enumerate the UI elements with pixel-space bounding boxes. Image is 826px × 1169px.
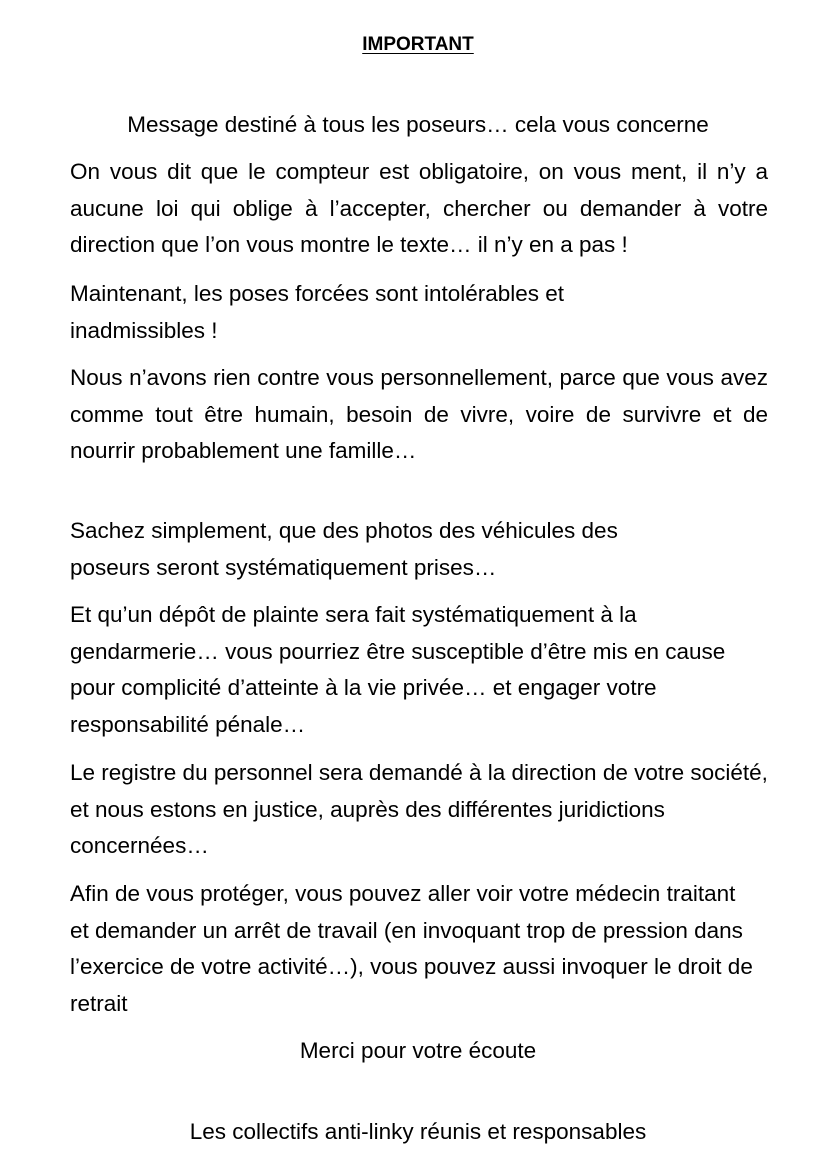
signature-line: Les collectifs anti-linky réunis et responsables <box>189 1119 647 1144</box>
paragraph-photos: Sachez simplement, que des photos des véhicules des poseurs seront systématiquement prises… <box>70 518 618 580</box>
thanks-line: Merci pour votre écoute <box>299 1038 537 1063</box>
paragraph-poses-forcees: Maintenant, les poses forcées sont intolérables et inadmissibles ! <box>70 281 565 343</box>
paragraph-personnellement: Nous n’avons rien contre vous personnellement, parce que vous avez comme tout être humain, besoin de vivre, voire de survivre et de nourrir probablement une famille… <box>70 365 768 463</box>
paragraph-registre: Le registre du personnel sera demandé à la direction de votre société, et nous estons en justice, auprès des différentes juridictions concernées… <box>70 760 768 858</box>
document-title: IMPORTANT <box>362 34 474 55</box>
paragraph-compteur: On vous dit que le compteur est obligatoire, on vous ment, il n’y a aucune loi qui oblige à l’accepter, chercher ou demander à votre direction que l’on vous montre le texte… il n’y en a pas ! <box>70 159 768 257</box>
paragraph-plainte: Et qu’un dépôt de plainte sera fait systématiquement à la gendarmerie… vous pourriez être susceptible d’être mis en cause pour complicité d’atteinte à la vie privée… et engager votre responsabilité pénale… <box>70 602 726 737</box>
paragraph-proteger: Afin de vous protéger, vous pouvez aller voir votre médecin traitant et demander un arrêt de travail (en invoquant trop de pression dans l’exercice de votre activité…), vous pouvez aussi invoquer le droit de retrait <box>70 881 753 1016</box>
intro-line: Message destiné à tous les poseurs… cela vous concerne <box>127 112 709 137</box>
